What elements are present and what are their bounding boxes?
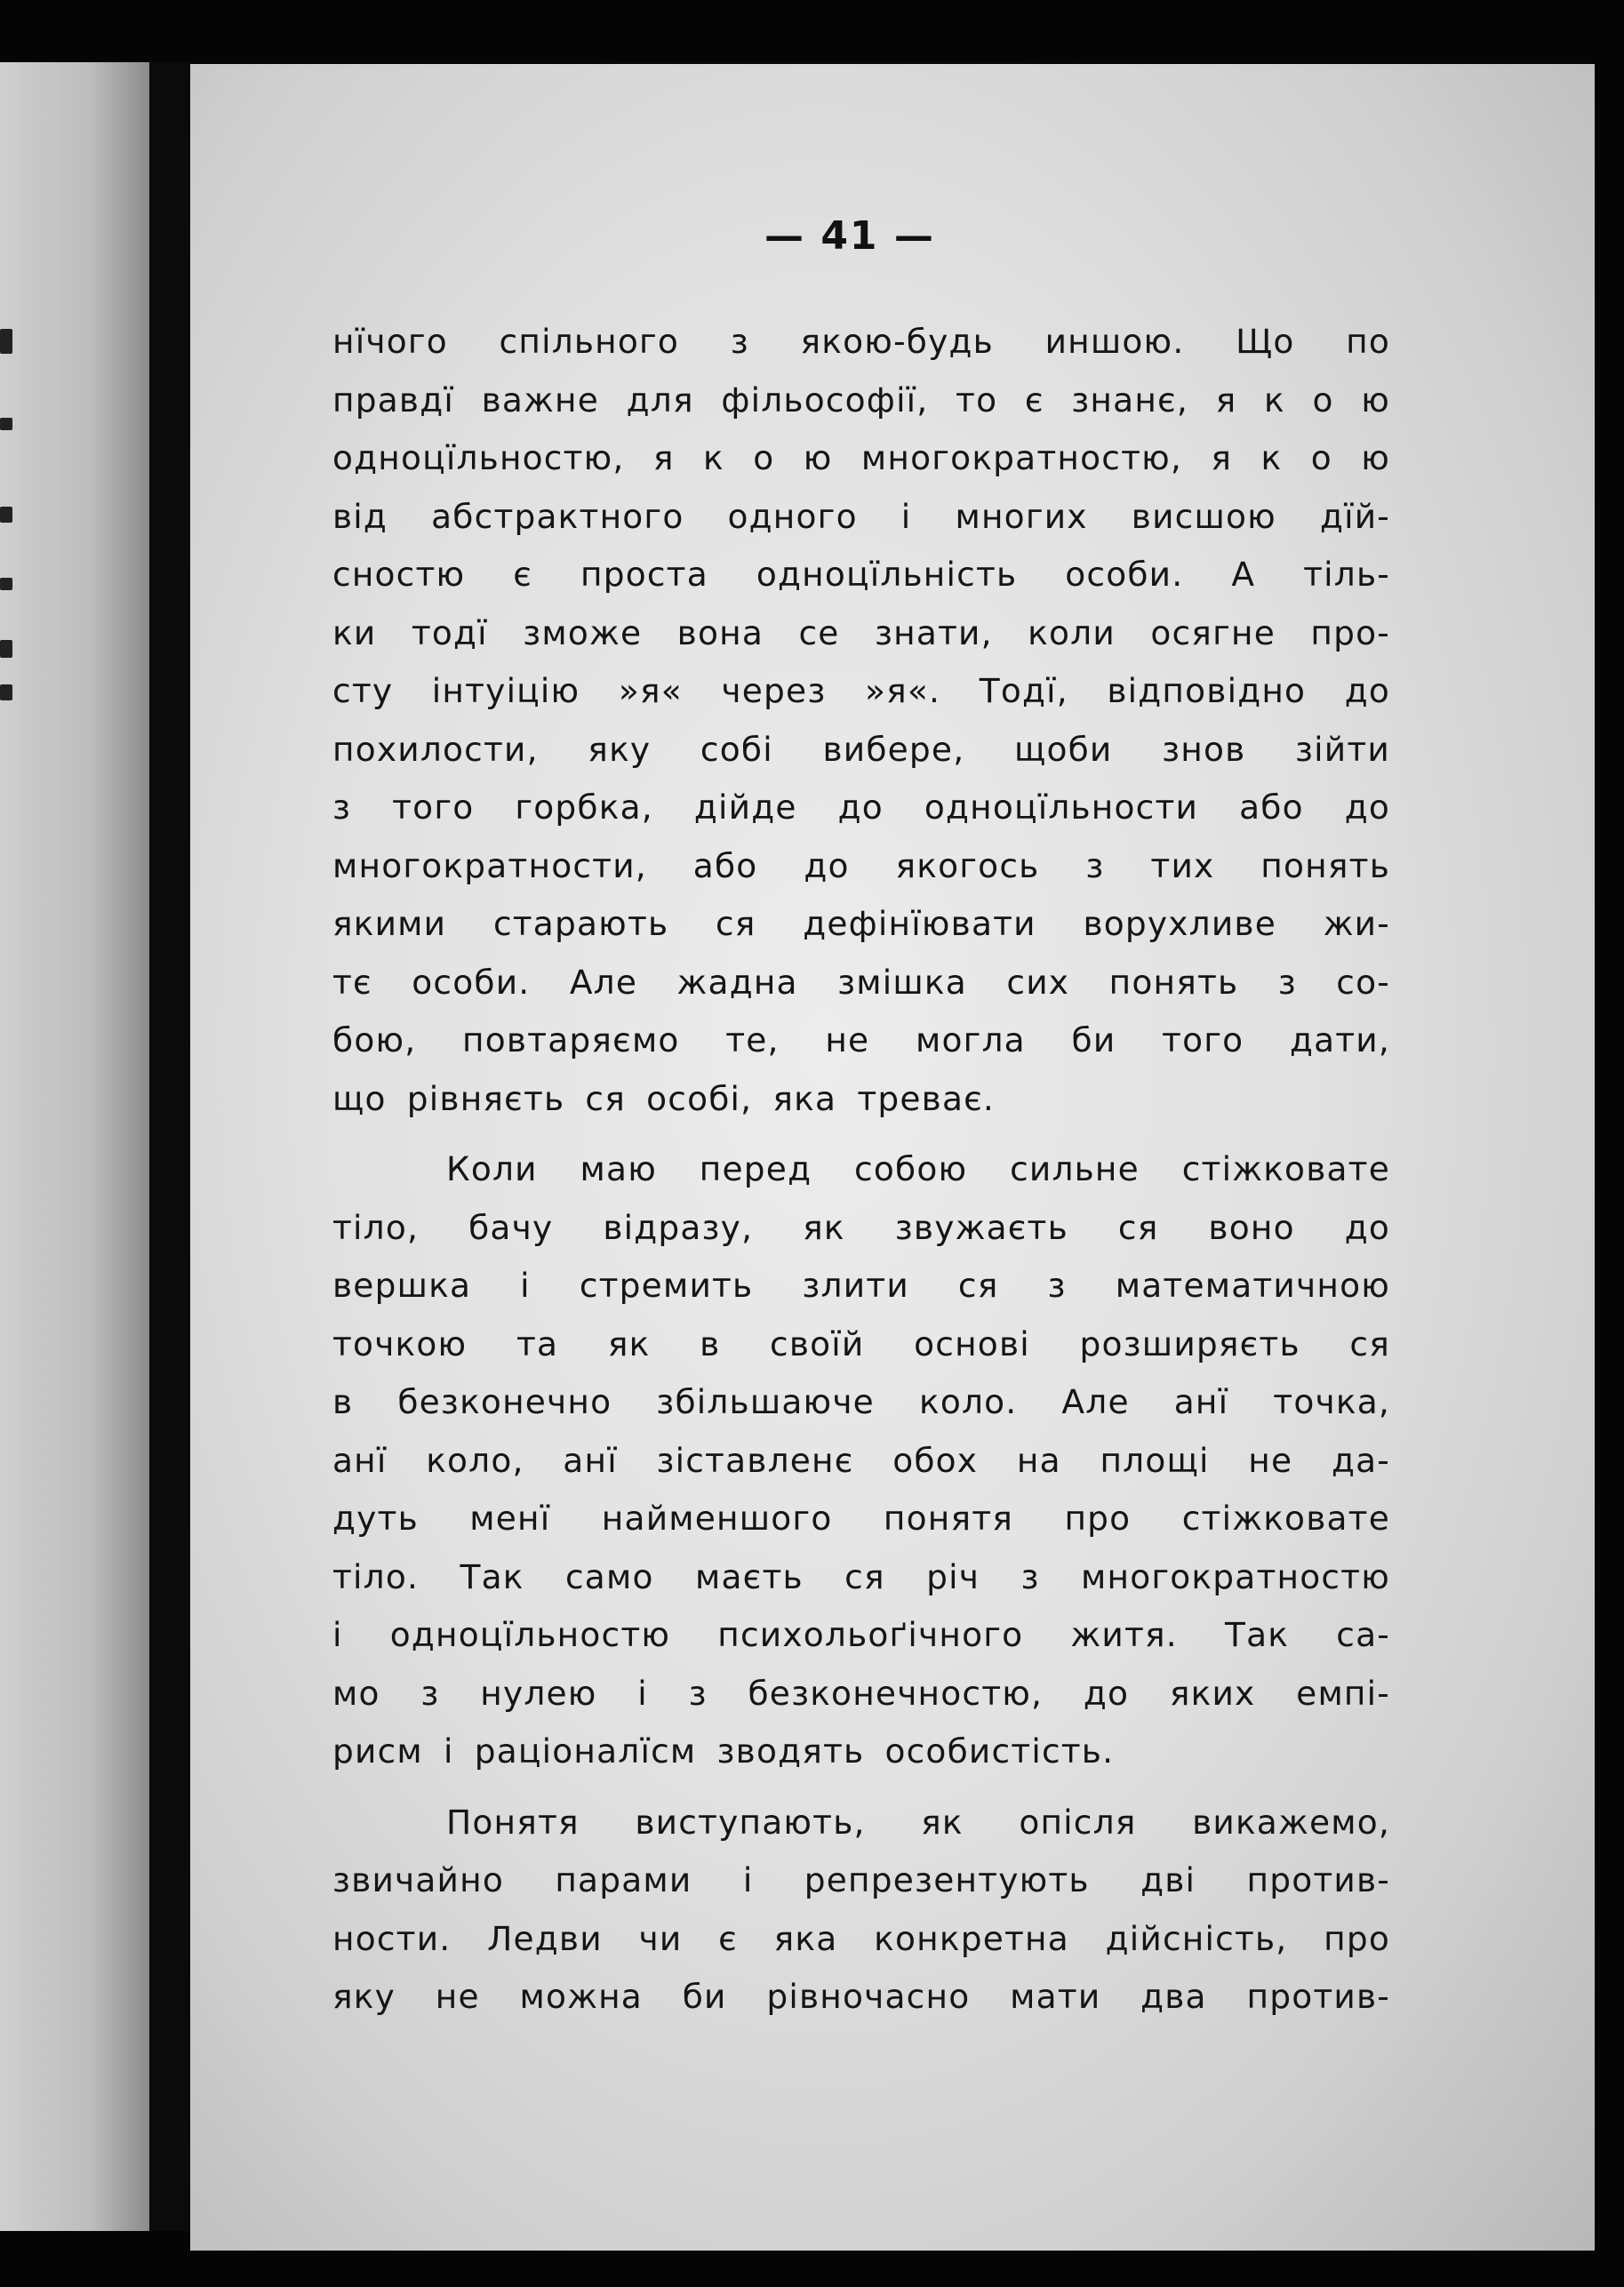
adjacent-page-char-fragment — [0, 640, 12, 658]
adjacent-page-char-fragment — [0, 684, 12, 700]
text-line: многократности, або до якогось з тих понять — [332, 845, 1390, 885]
text-line: яку не можна би рівночасно мати два против- — [332, 1977, 1390, 2016]
text-line: якими старають ся дефінїювати ворухливе жи- — [332, 904, 1390, 943]
text-line: Коли маю перед собою сильне стіжковате — [446, 1149, 1390, 1188]
text-line: ки тодї зможе вона се знати, коли осягне про- — [332, 612, 1390, 652]
text-line: сностю є проста одноцїльність особи. А тіль- — [332, 555, 1390, 594]
page-body-text — [332, 313, 1390, 2027]
text-line: тіло. Так само маєть ся річ з многократностю — [332, 1556, 1390, 1596]
book-spine-shadow — [149, 62, 190, 2231]
paragraph-gap — [332, 1781, 1390, 1794]
adjacent-page-char-fragment — [0, 418, 12, 430]
adjacent-page-edge — [0, 62, 151, 2231]
adjacent-page-char-fragment — [0, 578, 12, 590]
text-line: похилости, яку собі вибере, щоби знов зійти — [332, 729, 1390, 769]
text-line: анї коло, анї зіставленє обох на площі не да- — [332, 1440, 1390, 1480]
text-line: тє особи. Але жадна змішка сих понять з со- — [332, 962, 1390, 1002]
text-line: бою, повтаряємо те, не могла би того дати, — [332, 1020, 1390, 1060]
text-line: Понятя виступають, як опісля викажемо, — [446, 1802, 1390, 1842]
text-line: рисм і раціоналїсм зводять особистість. — [332, 1731, 1115, 1771]
text-line: одноцїльностю, я к о ю многократностю, я к о ю — [332, 438, 1390, 477]
adjacent-page-char-fragment — [0, 507, 12, 523]
text-line: правдї важне для фільософії, то є знанє, я к о ю — [332, 380, 1390, 420]
text-line: мо з нулею і з безконечностю, до яких емпі- — [332, 1673, 1390, 1713]
text-line: дуть менї найменшого понятя про стіжковате — [332, 1499, 1390, 1538]
text-line: з того горбка, дійде до одноцїльности або до — [332, 788, 1390, 827]
text-line: ности. Ледви чи є яка конкретна дійсність, про — [332, 1918, 1390, 1958]
text-line: і одноцїльностю психольоґічного житя. Так са- — [332, 1615, 1390, 1654]
text-line: що рівняєть ся особі, яка треває. — [332, 1078, 996, 1118]
paragraph-gap — [332, 1128, 1390, 1140]
text-line: в безконечно збільшаюче коло. Але анї точка, — [332, 1382, 1390, 1421]
adjacent-page-char-fragment — [0, 329, 12, 354]
paragraph — [332, 1140, 1390, 1781]
paragraph — [332, 313, 1390, 1128]
paragraph — [332, 1794, 1390, 2027]
page-number: — 41 — — [764, 213, 935, 259]
text-line: точкою та як в своїй основі розширяєть ся — [332, 1323, 1390, 1363]
text-line: сту інтуіцію »я« через »я«. Тодї, відповідно до — [332, 671, 1390, 710]
text-line: звичайно парами і репрезентують дві против- — [332, 1860, 1390, 1899]
text-line: від абстрактного одного і многих висшою дїй- — [332, 496, 1390, 536]
text-line: нїчого спільного з якою-будь иншою. Що по — [332, 322, 1390, 361]
text-line: вершка і стремить злити ся з математичною — [332, 1266, 1390, 1305]
text-line: тіло, бачу відразу, як звужаєть ся воно до — [332, 1207, 1390, 1247]
